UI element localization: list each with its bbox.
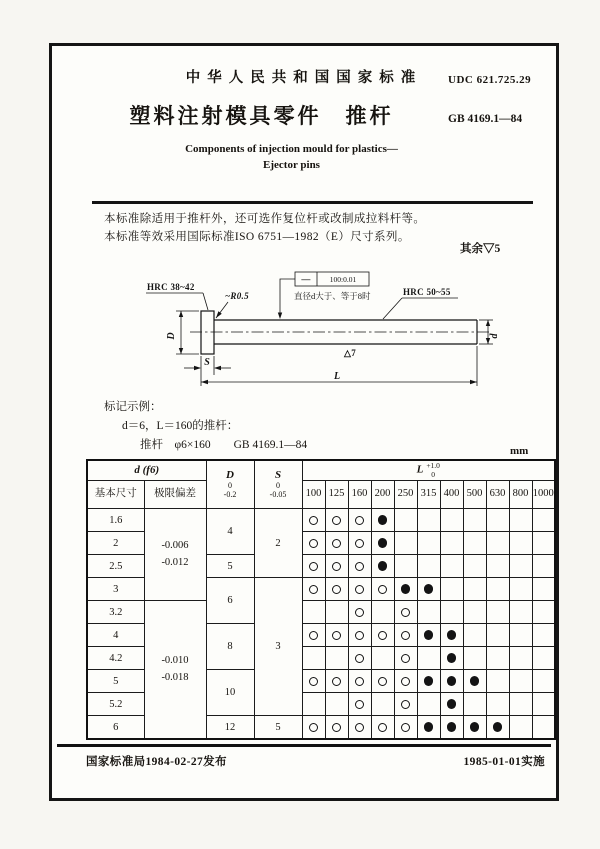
deviation-value: -0.012 [161,556,189,568]
hollow-dot [378,585,387,594]
cell-length-availability [532,509,555,532]
straightness-value: 100:0.01 [329,275,357,284]
cell-length-availability [486,509,509,532]
arrowhead [194,366,201,370]
cell-length-availability [302,716,325,740]
cell-length-availability [394,693,417,716]
cell-length-availability [348,670,371,693]
cell-length-availability [394,624,417,647]
cell-length-availability [394,509,417,532]
hollow-dot [355,608,364,617]
filled-dot [424,584,434,594]
cell-length-availability [371,555,394,578]
arrowhead [470,380,477,384]
cell-d-basic: 3.2 [87,601,144,624]
cell-deviation [144,509,206,601]
filled-dot [447,699,457,709]
scope-line2: 本标准等效采用国际标准ISO 6751—1982（E）尺寸系列。 [104,231,410,243]
cell-length-availability [486,532,509,555]
cell-D: 12 [206,716,254,740]
arrowhead [201,380,208,384]
D-label: D [226,469,234,482]
page-title: 塑料注射模具零件 推杆 [129,104,394,128]
cell-length-availability [394,601,417,624]
cell-length-availability [417,647,440,670]
arrowhead [486,320,490,326]
arrowhead [216,311,222,318]
cell-length-availability [417,716,440,740]
cell-length-availability [348,555,371,578]
cell-length-availability [486,578,509,601]
dimension-table [86,459,556,740]
hollow-dot [355,516,364,525]
cell-length-availability [440,509,463,532]
cell-length-availability [532,624,555,647]
dim-label-L: L [333,371,341,382]
cell-length-availability [440,693,463,716]
cell-length-availability [325,601,348,624]
L-tol-lower: 0 [431,469,435,479]
hollow-dot [309,677,318,686]
cell-length-availability [509,624,532,647]
arrowhead [214,366,221,370]
cell-length-availability [325,647,348,670]
hollow-dot [401,723,410,732]
cell-length-availability [394,716,417,740]
cell-length-availability [348,693,371,716]
cell-length-availability [417,509,440,532]
cell-length-availability [509,693,532,716]
cell-length-availability [486,555,509,578]
cell-length-availability [348,647,371,670]
col-header-length: 630 [486,481,509,509]
surface-mark: △7 [344,348,357,358]
col-header-d-group [87,460,206,481]
hollow-dot [378,631,387,640]
table-row [87,601,555,624]
cell-length-availability [463,601,486,624]
spec-table-body [87,509,555,740]
cell-d-basic: 1.6 [87,509,144,532]
footer-divider [57,744,551,747]
col-header-basic-size: 基本尺寸 [87,481,144,509]
hollow-dot [332,562,341,571]
hollow-dot [332,585,341,594]
cell-length-availability [509,716,532,740]
surface-finish-note: 其余▽5 [460,243,501,255]
cell-d-basic: 5 [87,670,144,693]
cell-D: 10 [206,670,254,716]
filled-dot [447,630,457,640]
cell-length-availability [417,693,440,716]
cell-length-availability [532,670,555,693]
filled-dot [447,722,457,732]
cell-length-availability [440,670,463,693]
cell-length-availability [509,532,532,555]
cell-length-availability [325,693,348,716]
cell-length-availability [302,601,325,624]
cell-length-availability [486,624,509,647]
cell-length-availability [394,670,417,693]
col-header-length: 160 [348,481,371,509]
col-header-length: 400 [440,481,463,509]
cell-length-availability [302,624,325,647]
cell-D: 4 [206,509,254,555]
hollow-dot [332,723,341,732]
filled-dot [424,722,434,732]
cell-length-availability [417,532,440,555]
hollow-dot [401,654,410,663]
cell-length-availability [463,555,486,578]
arrowhead [278,313,282,320]
cell-length-availability [325,555,348,578]
cell-length-availability [417,578,440,601]
cell-length-availability [348,509,371,532]
cell-length-availability [532,555,555,578]
cell-length-availability [463,578,486,601]
cell-length-availability [440,716,463,740]
filled-dot [401,584,411,594]
L-tol-upper: +1.0 [426,461,440,471]
hollow-dot [401,631,410,640]
cell-length-availability [417,601,440,624]
cell-length-availability [325,578,348,601]
S-tol-upper: 0 [276,481,280,491]
cell-length-availability [463,693,486,716]
cell-length-availability [371,647,394,670]
table-row [87,509,555,532]
cell-length-availability [463,647,486,670]
hollow-dot [355,562,364,571]
filled-dot [470,676,480,686]
hollow-dot [332,516,341,525]
cell-length-availability [509,509,532,532]
hollow-dot [332,539,341,548]
hollow-dot [309,516,318,525]
cell-length-availability [417,670,440,693]
cell-length-availability [440,555,463,578]
dim-label-D: D [166,332,177,340]
standard-number: GB 4169.1—84 [448,113,523,125]
udc-number: UDC 621.725.29 [448,74,532,86]
cell-length-availability [325,716,348,740]
arrowhead [179,348,183,354]
cell-d-basic: 5.2 [87,693,144,716]
english-title-line2: Ejector pins [263,159,320,171]
cell-deviation [144,601,206,740]
fillet-radius-label: ~R0.5 [225,291,249,301]
cell-length-availability [509,670,532,693]
hollow-dot [309,539,318,548]
leader-line [203,293,208,310]
cell-length-availability [371,716,394,740]
cell-length-availability [325,670,348,693]
col-header-length: 1000 [532,481,555,509]
col-header-L-group [302,460,555,481]
col-header-length: 125 [325,481,348,509]
cell-d-basic: 2.5 [87,555,144,578]
filled-dot [447,676,457,686]
cell-length-availability [532,532,555,555]
hollow-dot [355,723,364,732]
cell-length-availability [417,555,440,578]
col-header-deviation: 极限偏差 [144,481,206,509]
example-line1: d＝6，L＝160的推杆： [122,420,239,432]
hollow-dot [355,539,364,548]
cell-length-availability [417,624,440,647]
cell-S: 3 [254,578,302,716]
hollow-dot [309,585,318,594]
cell-length-availability [509,647,532,670]
cell-length-availability [371,624,394,647]
cell-length-availability [486,716,509,740]
cell-length-availability [302,532,325,555]
leader-line [383,298,402,319]
tolerance-leader [280,279,295,317]
hollow-dot [332,631,341,640]
filled-dot [470,722,480,732]
cell-length-availability [348,624,371,647]
deviation-value: -0.010 [161,655,189,667]
hollow-dot [309,631,318,640]
shaft-hardness-label: HRC 50~55 [403,287,451,297]
header-divider [92,201,533,204]
hollow-dot [355,654,364,663]
cell-length-availability [394,532,417,555]
cell-length-availability [302,509,325,532]
cell-length-availability [394,578,417,601]
cell-D: 5 [206,555,254,578]
cell-D: 8 [206,624,254,670]
hollow-dot [355,631,364,640]
cell-length-availability [394,555,417,578]
cell-D: 6 [206,578,254,624]
unit-label: mm [510,445,529,457]
cell-length-availability [371,601,394,624]
example-line2: 推杆 φ6×160 GB 4169.1—84 [140,439,308,451]
col-header-length: 800 [509,481,532,509]
cell-length-availability [532,716,555,740]
col-header-length: 200 [371,481,394,509]
hollow-dot [401,677,410,686]
national-standard-label: 中华人民共和国国家标准 [185,70,423,86]
cell-d-basic: 3 [87,578,144,601]
cell-length-availability [348,532,371,555]
filled-dot [378,538,388,548]
L-label: L [416,463,424,476]
deviation-value: -0.018 [161,671,189,683]
S-label: S [274,469,282,482]
col-header-length: 315 [417,481,440,509]
cell-length-availability [509,601,532,624]
head-hardness-label: HRC 38~42 [147,282,195,292]
col-header-D [206,460,254,509]
example-heading: 标记示例： [104,401,162,413]
hollow-dot [355,585,364,594]
cell-length-availability [532,647,555,670]
cell-length-availability [348,578,371,601]
drawing-canvas [94,261,534,401]
scope-line1: 本标准除适用于推杆外，还可选作复位杆或改制成拉料杆等。 [104,213,426,225]
cell-d-basic: 6 [87,716,144,740]
cell-d-basic: 4 [87,624,144,647]
table-header [87,460,555,509]
cell-length-availability [348,601,371,624]
cell-S: 5 [254,716,302,740]
footer-implemented: 1985-01-01实施 [463,756,545,768]
cell-length-availability [371,532,394,555]
hollow-dot [309,723,318,732]
cell-length-availability [532,578,555,601]
dim-label-d: d [489,333,500,339]
straightness-note: 直径d大于、等于8时 [294,291,371,301]
cell-length-availability [440,624,463,647]
cell-length-availability [440,532,463,555]
cell-length-availability [463,624,486,647]
filled-dot [378,561,388,571]
cell-length-availability [371,578,394,601]
cell-length-availability [486,693,509,716]
cell-length-availability [302,670,325,693]
hollow-dot [401,608,410,617]
cell-length-availability [394,647,417,670]
col-header-length: 250 [394,481,417,509]
cell-length-availability [325,624,348,647]
D-tol-lower: -0.2 [223,490,237,500]
cell-length-availability [509,555,532,578]
english-title-line1: Components of injection mould for plastics— [185,143,398,155]
hollow-dot [378,677,387,686]
cell-length-availability [486,647,509,670]
cell-length-availability [302,578,325,601]
cell-length-availability [302,555,325,578]
cell-length-availability [532,693,555,716]
filled-dot [493,722,503,732]
cell-d-basic: 4.2 [87,647,144,670]
cell-length-availability [325,532,348,555]
arrowhead [179,311,183,317]
filled-dot [447,653,457,663]
D-tol-upper: 0 [228,481,232,491]
cell-length-availability [532,601,555,624]
footer-issued: 国家标准局1984-02-27发布 [86,756,227,768]
pin-head-outline [201,311,214,354]
cell-length-availability [325,509,348,532]
cell-length-availability [486,601,509,624]
cell-length-availability [486,670,509,693]
S-tol-lower: -0.05 [269,490,287,500]
col-header-length: 500 [463,481,486,509]
cell-length-availability [440,578,463,601]
filled-dot [378,515,388,525]
cell-d-basic: 2 [87,532,144,555]
hollow-dot [309,562,318,571]
filled-dot [424,630,434,640]
cell-length-availability [371,693,394,716]
cell-length-availability [440,647,463,670]
cell-length-availability [463,509,486,532]
cell-length-availability [302,693,325,716]
hollow-dot [378,723,387,732]
cell-length-availability [509,578,532,601]
cell-length-availability [371,509,394,532]
cell-S: 2 [254,509,302,578]
hollow-dot [355,677,364,686]
dim-label-S: S [204,357,210,368]
cell-length-availability [348,716,371,740]
cell-length-availability [440,601,463,624]
hollow-dot [332,677,341,686]
cell-length-availability [371,670,394,693]
col-header-S [254,460,302,509]
document-page [49,43,559,801]
ejector-pin-drawing [94,261,534,406]
d-group-label: d (f6) [134,463,160,476]
cell-length-availability [463,532,486,555]
col-header-length: 100 [302,481,325,509]
straightness-symbol: — [301,274,311,284]
cell-length-availability [302,647,325,670]
cell-length-availability [463,670,486,693]
hollow-dot [355,700,364,709]
filled-dot [424,676,434,686]
deviation-value: -0.006 [161,540,189,552]
hollow-dot [401,700,410,709]
cell-length-availability [463,716,486,740]
